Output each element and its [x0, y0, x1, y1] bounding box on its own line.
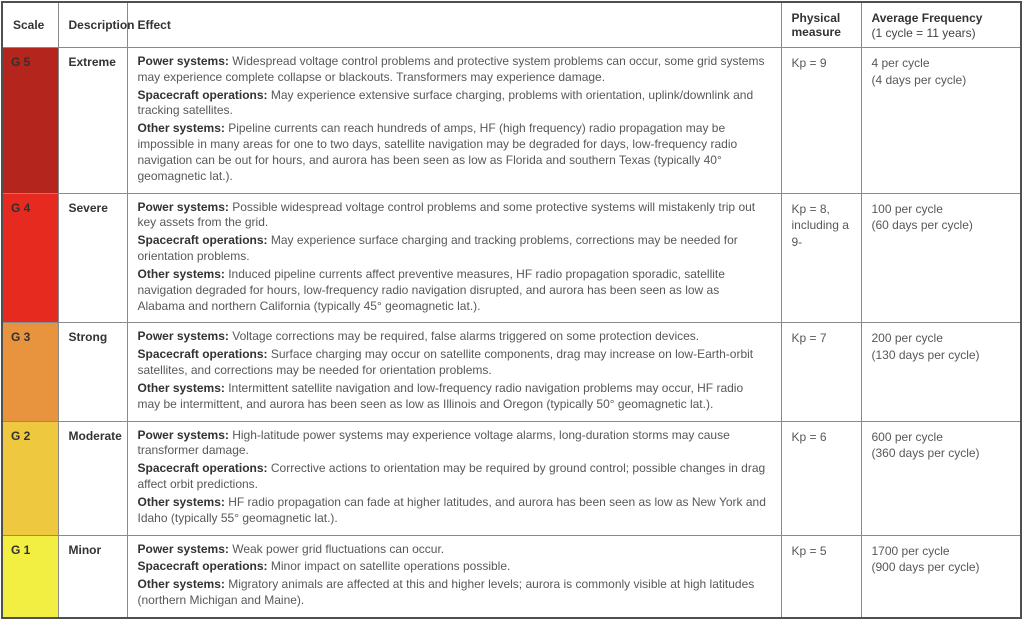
effect-paragraph: [138, 542, 769, 558]
physical-measure-line: Kp = 6: [791, 429, 827, 444]
scale-badge: G 4: [2, 193, 58, 323]
physical-measure-line: Kp = 5: [791, 543, 827, 558]
effect-label: Power systems:: [137, 329, 229, 344]
average-frequency: [861, 193, 1021, 323]
geomagnetic-storm-scale-table: [1, 1, 1022, 619]
effect-label: Other systems:: [137, 494, 225, 509]
effect-paragraph: [138, 54, 769, 86]
effect-text: Minor impact on satellite operations possible.: [267, 559, 511, 574]
effect-text: May experience extensive surface charging, problems with orientation, uplink/downlink and tracking satellites.: [137, 87, 754, 118]
scale-description: Extreme: [58, 48, 127, 194]
physical-measure-line: Kp = 8,: [791, 201, 830, 216]
effect-text: Possible widespread voltage control problems and some protective systems will mistakenly trip out key assets from the grid.: [137, 199, 756, 230]
scale-description: Minor: [58, 535, 127, 618]
frequency-detail: (360 days per cycle): [871, 446, 980, 461]
effect-paragraph: [138, 88, 769, 120]
physical-measure-line: Kp = 7: [791, 331, 827, 346]
effect-label: Power systems:: [137, 427, 229, 442]
effect-label: Other systems:: [137, 577, 225, 592]
effect-label: Spacecraft operations:: [137, 461, 268, 476]
scale-description: Moderate: [58, 421, 127, 535]
effect-label: Spacecraft operations:: [137, 87, 268, 102]
effect-text: HF radio propagation can fade at higher latitudes, and aurora has been seen as low as New York and Idaho (typically 55° geomagnetic lat.).: [137, 494, 766, 525]
average-frequency: [861, 421, 1021, 535]
physical-measure-line: including a 9-: [791, 218, 849, 249]
effect-text: Surface charging may occur on satellite components, drag may increase on low-Earth-orbit satellites, and corrections may be needed for orientation problems.: [137, 347, 754, 378]
effect-paragraph: [138, 347, 769, 379]
frequency-value: 600 per cycle: [871, 429, 943, 444]
effect-text: Corrective actions to orientation may be required by ground control; possible changes in drag affect orbit predictions.: [137, 461, 766, 492]
average-frequency: [861, 535, 1021, 618]
table-body: [2, 48, 1021, 618]
frequency-value: 1700 per cycle: [871, 543, 950, 558]
effect-paragraph: [138, 495, 769, 527]
scale-badge: G 2: [2, 421, 58, 535]
scale-badge: G 3: [2, 323, 58, 421]
frequency-value: 100 per cycle: [871, 201, 943, 216]
scale-row: [2, 48, 1021, 194]
effect-paragraph: [138, 329, 769, 345]
effect-text: Pipeline currents can reach hundreds of amps, HF (high frequency) radio propagation may be impossible in many areas for one to two days, satellite navigation may be degraded for days, low-frequency radio navigation can be out for hours, and aurora has been seen as low as Florida and southern Texas (typically 40° geomagnetic lat.).: [137, 121, 738, 183]
scale-effects: [127, 193, 781, 323]
col-header-scale: Scale: [2, 2, 58, 48]
effect-label: Spacecraft operations:: [137, 233, 268, 248]
effect-text: High-latitude power systems may experience voltage alarms, long-duration storms may cause transformer damage.: [137, 427, 730, 458]
frequency-value: 200 per cycle: [871, 331, 943, 346]
effect-label: Power systems:: [137, 199, 229, 214]
physical-measure: [781, 48, 861, 194]
effect-label: Power systems:: [137, 541, 229, 556]
frequency-detail: (60 days per cycle): [871, 218, 973, 233]
frequency-detail: (130 days per cycle): [871, 347, 980, 362]
effect-label: Other systems:: [137, 266, 225, 281]
physical-measure: [781, 323, 861, 421]
average-frequency: [861, 48, 1021, 194]
effect-text: May experience surface charging and tracking problems, corrections may be needed for orientation problems.: [137, 233, 738, 264]
effect-paragraph: [138, 461, 769, 493]
frequency-detail: (900 days per cycle): [871, 560, 980, 575]
effect-label: Power systems:: [137, 54, 229, 68]
effect-paragraph: [138, 200, 769, 232]
frequency-value: 4 per cycle: [871, 56, 930, 70]
table-header-row: [2, 2, 1021, 48]
effect-text: Weak power grid fluctuations can occur.: [228, 541, 445, 556]
effect-text: Voltage corrections may be required, false alarms triggered on some protection devices.: [228, 329, 700, 344]
col-header-average-frequency: [861, 2, 1021, 48]
physical-measure: [781, 193, 861, 323]
frequency-header-title: Average Frequency: [871, 10, 983, 25]
effect-paragraph: [138, 428, 769, 460]
effect-text: Widespread voltage control problems and protective system problems can occur, some grid systems may experience complete collapse or blackouts. Transformers may experience damage.: [137, 54, 765, 84]
col-header-description: Description: [58, 2, 127, 48]
scale-effects: [127, 535, 781, 618]
effect-paragraph: [138, 559, 769, 575]
scale-effects: [127, 421, 781, 535]
effect-text: Induced pipeline currents affect preventive measures, HF radio propagation sporadic, satellite navigation degraded for hours, low-frequency radio navigation disrupted, and aurora has been seen as low as Alabama and northern California (typically 45° geomagnetic lat.).: [137, 266, 725, 313]
average-frequency: [861, 323, 1021, 421]
effect-paragraph: [138, 121, 769, 184]
scale-row: [2, 535, 1021, 618]
effect-paragraph: [138, 267, 769, 314]
frequency-header-subtitle: (1 cycle = 11 years): [871, 25, 976, 40]
effect-label: Other systems:: [137, 380, 225, 395]
scale-effects: [127, 48, 781, 194]
scale-effects: [127, 323, 781, 421]
effect-label: Other systems:: [137, 121, 225, 136]
physical-measure-line: Kp = 9: [791, 56, 827, 70]
scale-badge: G 1: [2, 535, 58, 618]
col-header-effect: Effect: [127, 2, 781, 48]
effect-paragraph: [138, 381, 769, 413]
scale-badge: G 5: [2, 48, 58, 194]
scale-row: [2, 323, 1021, 421]
scale-row: [2, 421, 1021, 535]
effect-label: Spacecraft operations:: [137, 559, 268, 574]
effect-paragraph: [138, 577, 769, 609]
scale-row: [2, 193, 1021, 323]
effect-label: Spacecraft operations:: [137, 347, 268, 362]
effect-text: Migratory animals are affected at this and higher levels; aurora is commonly visible at high latitudes (northern Michigan and Maine).: [137, 577, 755, 608]
col-header-physical-measure: Physical measure: [781, 2, 861, 48]
physical-measure: [781, 535, 861, 618]
frequency-detail: (4 days per cycle): [871, 72, 967, 87]
physical-measure: [781, 421, 861, 535]
effect-text: Intermittent satellite navigation and low-frequency radio navigation problems may occur, HF radio may be intermittent, and aurora has been seen as low as Illinois and Oregon (typically 50° geomagnetic lat.).: [137, 380, 744, 411]
scale-description: Strong: [58, 323, 127, 421]
effect-paragraph: [138, 233, 769, 265]
scale-description: Severe: [58, 193, 127, 323]
